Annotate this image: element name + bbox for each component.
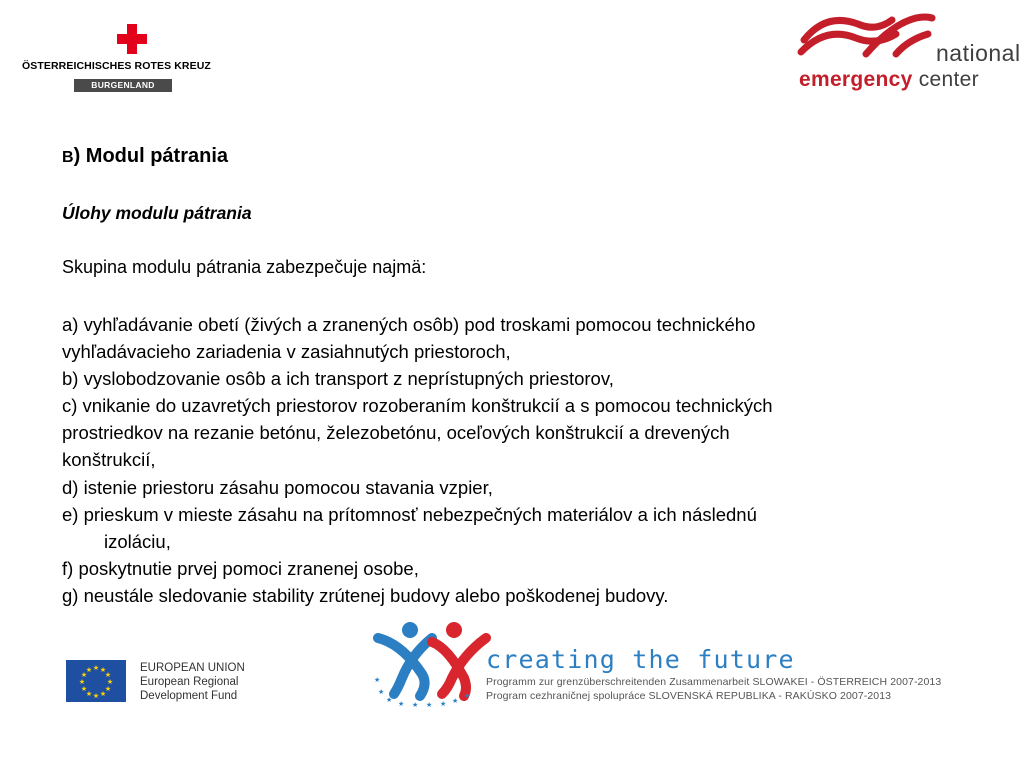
- list-item: a) vyhľadávanie obetí (živých a zranených osôb) pod troskami pomocou technického: [62, 314, 756, 335]
- svg-text:★: ★: [452, 697, 459, 705]
- list-item: vyhľadávacieho zariadenia v zasiahnutých priestoroch,: [62, 341, 511, 363]
- creating-the-future-emblem: [372, 618, 496, 708]
- svg-text:★: ★: [386, 696, 393, 704]
- creating-the-future-text: [486, 645, 966, 705]
- svg-text:★: ★: [104, 671, 112, 679]
- list-item: b) vyslobodzovanie osôb a ich transport z neprístupných priestorov,: [62, 368, 614, 390]
- svg-text:★: ★: [92, 692, 100, 700]
- nec-line2: [799, 68, 979, 92]
- svg-text:★: ★: [398, 700, 405, 708]
- list-item: konštrukcií,: [62, 449, 156, 471]
- svg-text:★: ★: [104, 685, 112, 693]
- ctf-program-sk: Program cezhraničnej spolupráce SLOVENSKÁ REPUBLIKA - RAKÚSKO 2007-2013: [486, 690, 892, 702]
- ctf-program-de: Programm zur grenzüberschreitenden Zusammenarbeit SLOWAKEI - ÖSTERREICH 2007-2013: [486, 676, 942, 688]
- section-subtitle: Úlohy modulu pátrania: [62, 203, 252, 223]
- eu-line-2: European Regional: [140, 676, 239, 688]
- eu-line-1: EUROPEAN UNION: [140, 662, 245, 674]
- ctf-title: creating the future: [486, 645, 795, 674]
- task-list: [62, 311, 962, 609]
- svg-text:★: ★: [85, 690, 93, 698]
- svg-text:★: ★: [80, 685, 88, 693]
- eu-line-3: Development Fund: [140, 690, 238, 702]
- eu-logo: [66, 660, 266, 705]
- nec-word-emergency: emergency: [799, 68, 913, 91]
- svg-text:★: ★: [85, 666, 93, 674]
- red-cross-logo: [22, 24, 211, 94]
- nec-logo: [796, 10, 1021, 95]
- svg-text:★: ★: [440, 700, 447, 708]
- intro-text: Skupina modulu pátrania zabezpečuje najmä:: [62, 257, 427, 277]
- list-item: g) neustále sledovanie stability zrútenej budovy alebo poškodenej budovy.: [62, 584, 669, 606]
- svg-text:★: ★: [412, 701, 419, 708]
- svg-text:★: ★: [92, 664, 100, 672]
- nec-word-center: center: [918, 68, 979, 91]
- red-cross-name: ÖSTERREICHISCHES ROTES KREUZ: [22, 60, 211, 72]
- list-item: e) prieskum v mieste zásahu na prítomnosť nebezpečných materiálov a ich následnú: [62, 503, 757, 525]
- svg-text:★: ★: [426, 701, 433, 708]
- red-cross-region: BURGENLAND: [74, 79, 172, 92]
- svg-text:★: ★: [99, 690, 107, 698]
- svg-text:★: ★: [464, 692, 471, 700]
- red-cross-icon: [117, 24, 147, 54]
- svg-text:★: ★: [374, 676, 381, 684]
- nec-wave-icon: [796, 10, 936, 60]
- list-item: f) poskytnutie prvej pomoci zranenej osobe,: [62, 557, 419, 579]
- list-item: prostriedkov na rezanie betónu, železobetónu, oceľových konštrukcií a drevených: [62, 422, 730, 444]
- title-letter: B: [62, 149, 74, 166]
- svg-text:★: ★: [80, 671, 88, 679]
- eu-flag-icon: [66, 660, 126, 702]
- eu-text: [140, 661, 245, 703]
- list-item-continuation: izoláciu,: [104, 530, 171, 552]
- nec-word-national: national: [936, 40, 1021, 66]
- list-item: [62, 528, 962, 555]
- svg-text:★: ★: [78, 678, 86, 686]
- svg-text:★: ★: [378, 688, 385, 696]
- svg-text:★: ★: [106, 678, 114, 686]
- list-item: d) istenie priestoru zásahu pomocou stavania vzpier,: [62, 476, 493, 498]
- page-title: [62, 145, 228, 168]
- list-item: c) vnikanie do uzavretých priestorov rozoberaním konštrukcií a s pomocou technických: [62, 395, 773, 417]
- svg-text:★: ★: [99, 666, 107, 674]
- title-text: ) Modul pátrania: [73, 145, 229, 167]
